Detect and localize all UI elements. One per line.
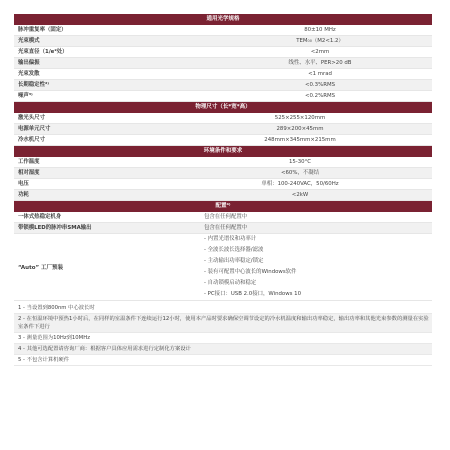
footnotes [14,303,432,366]
section-header: 物理尺寸（长*宽*高） [14,102,432,113]
section-header: 环境条件和要求 [14,146,432,157]
spec-value: <2kW [291,192,309,198]
dims-rows [14,113,432,146]
auto-feature-item: - 内置光谱仪和功率计 [204,236,257,242]
spec-label: 噪声³⁾ [18,93,33,99]
spec-row [14,190,432,201]
spec-value: 单相：100-240VAC，50/60Hz [261,181,339,187]
section-header: 配置⁴⁾ [14,201,432,212]
section-header: 通用光学规格 [14,14,432,25]
spec-value: 80±10 MHz [304,27,336,33]
spec-value: 包含在任何配置中 [204,214,248,220]
spec-label: 光束直径（1/e²处） [18,49,68,55]
spec-sheet [14,14,432,366]
spec-row [14,135,432,146]
spec-value: <0.2%RMS [304,93,336,99]
auto-feature-list [186,234,432,300]
config-section [14,201,432,301]
footnote: 5 - 不包含计算机硬件 [14,355,432,366]
env-rows [14,157,432,201]
spec-label: 一体式热稳定机身 [18,214,62,220]
spec-row [14,58,432,69]
spec-value: 248mm×345mm×215mm [264,137,336,143]
auto-feature-item: - 全波长波长选择器/滤波 [204,247,264,253]
footnote: 4 - 其他可选配置请咨询厂商：根据客户具体应用需求进行定制化方案设计 [14,344,432,355]
spec-row [14,25,432,36]
spec-label: 长期稳定性²⁾ [18,82,49,88]
spec-row [14,157,432,168]
spec-row [14,47,432,58]
config-rows [14,212,432,234]
spec-label: 电压 [18,181,29,187]
spec-value: 线性、水平、PER>20 dB [288,60,352,66]
spec-label: 功耗 [18,192,29,198]
spec-row [14,168,432,179]
env-section [14,146,432,201]
spec-row [14,80,432,91]
auto-feature-item: - 装有可配置中心波长的Windows软件 [204,269,297,275]
optics-section [14,14,432,102]
footnote: 2 - 在恒温环境中预热1小时后，在同样的室温条件下连续运行12小时，使用本产品时要求确保空调节设定的冷水机温度和输出功率稳定，输出功率和其他光束参数的测量在实验室条件下进行 [14,314,432,333]
auto-feature-item: - 主动输出功率稳定/锁定 [204,258,264,264]
spec-row [14,223,432,234]
spec-value: <1 mrad [308,71,332,77]
spec-value: 525×255×120mm [274,115,326,121]
spec-value: 15-30°C [288,159,312,165]
spec-value: <2mm [310,49,330,55]
auto-feature-item: - 自动锁模启动和稳定 [204,280,257,286]
spec-value: <0.3%RMS [304,82,336,88]
spec-row [14,124,432,135]
spec-label: 相对湿度 [18,170,40,176]
spec-label: 电源单元尺寸 [18,126,51,132]
optics-rows [14,25,432,102]
spec-row [14,113,432,124]
spec-label: 冷水机尺寸 [18,137,45,143]
spec-label: 脉冲重复率（固定） [18,27,67,33]
spec-row [14,36,432,47]
auto-feature-item: - PC接口：USB 2.0接口，Windows 10 [204,291,302,297]
footnote: 1 - 当设置到800nm 中心波长时 [14,303,432,314]
spec-value: 包含在任何配置中 [204,225,248,231]
spec-value: <60%，不凝结 [280,170,320,176]
spec-row [14,179,432,190]
spec-row [14,212,432,223]
spec-label: 带锁模LED的脉冲串SMA输出 [18,225,92,231]
spec-label: 光束模式 [18,38,40,44]
spec-label: 光束发散 [18,71,40,77]
spec-label: 输出偏振 [18,60,40,66]
spec-label: 工作温度 [18,159,40,165]
spec-value: 289×200×45mm [276,126,324,132]
auto-label: “Auto” 工厂预装 [18,265,64,271]
spec-row [14,69,432,80]
spec-label: 激光头尺寸 [18,115,45,121]
footnote: 3 - 测量范围为10Hz到10MHz [14,333,432,344]
spec-row [14,91,432,102]
spec-value: TEM₀₀（M2<1.2） [296,38,344,44]
dims-section [14,102,432,146]
auto-preinstall-row [14,234,432,301]
